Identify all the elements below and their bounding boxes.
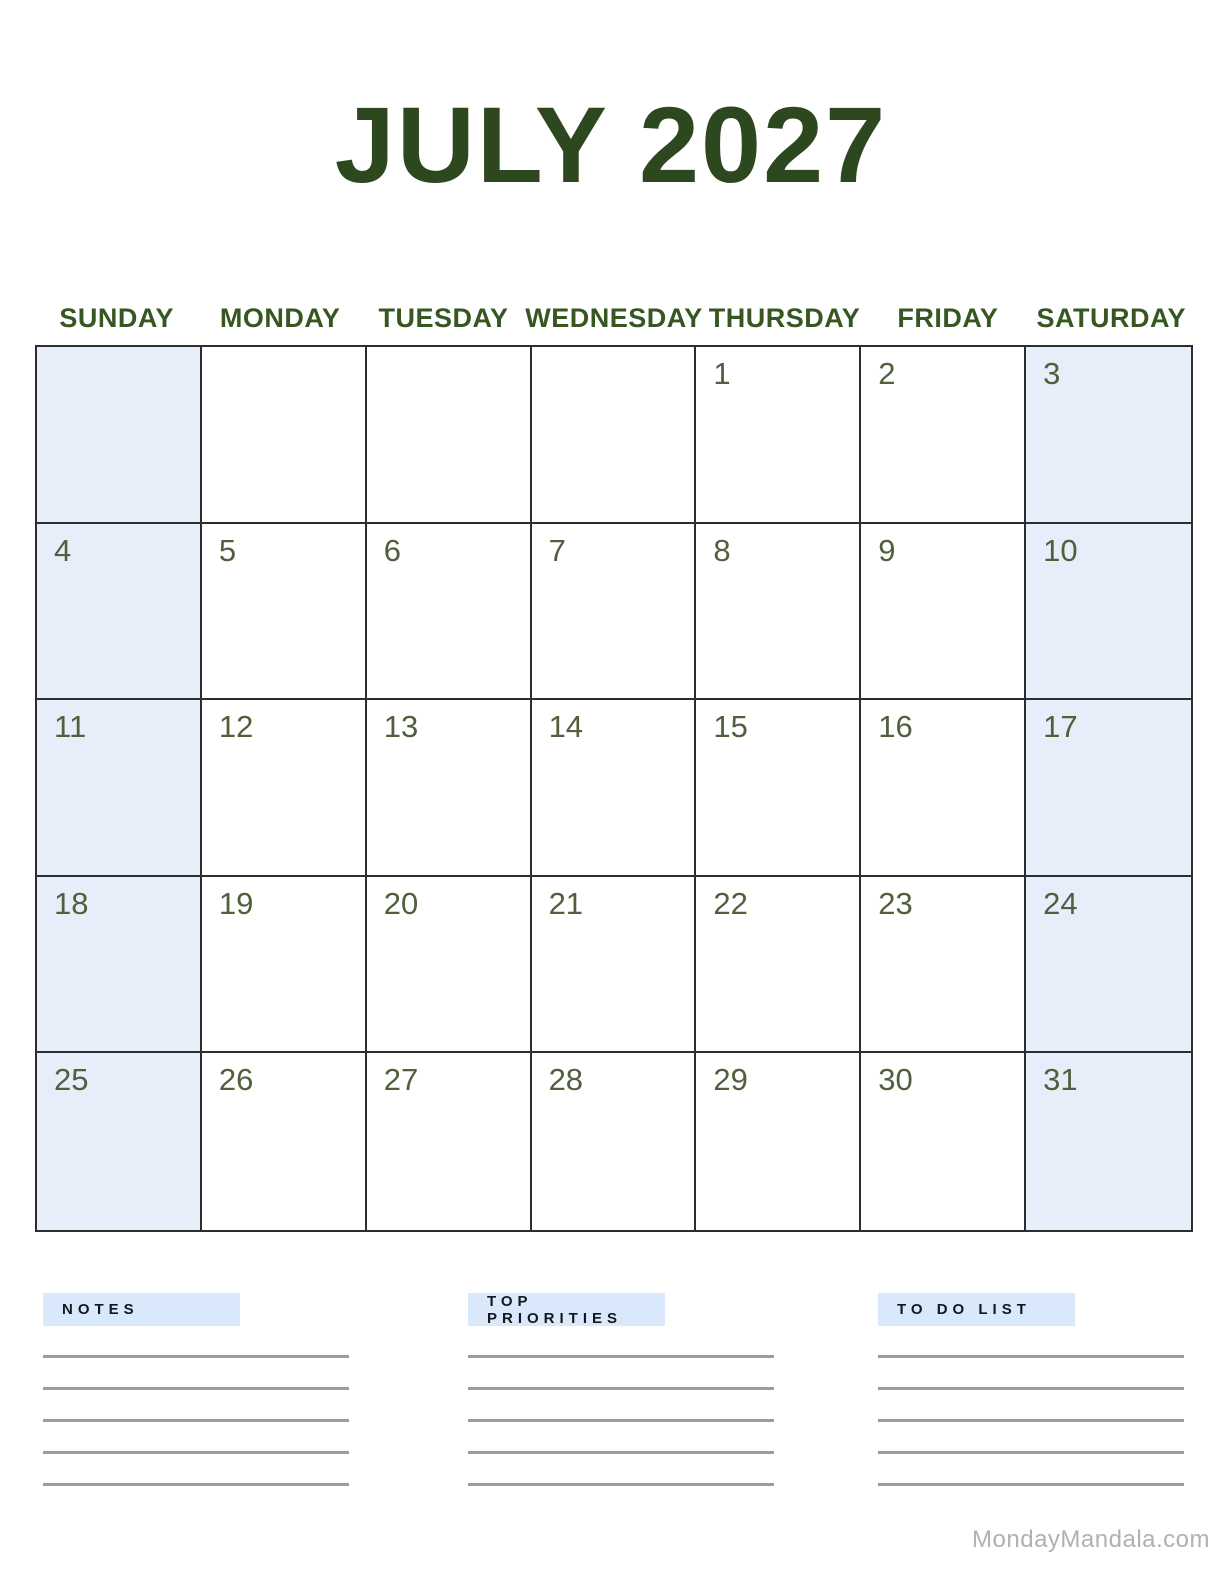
calendar-cell-day-8 [696, 524, 861, 701]
date-number: 12 [218, 709, 254, 745]
calendar-cell-day-20 [367, 877, 532, 1054]
section-label: TOP PRIORITIES [468, 1293, 665, 1326]
writing-line [468, 1451, 774, 1454]
calendar-cell-day-21 [532, 877, 697, 1054]
calendar-cell-day-22 [696, 877, 861, 1054]
date-number: 16 [878, 709, 913, 745]
date-number: 3 [1043, 356, 1061, 391]
date-number: 29 [713, 1062, 748, 1098]
date-number: 11 [54, 709, 87, 745]
date-number: 4 [54, 532, 72, 568]
date-number: 19 [218, 885, 254, 921]
day-header-thursday: THURSDAY [708, 302, 861, 333]
date-number: 14 [548, 709, 584, 745]
day-header-monday: MONDAY [219, 302, 341, 333]
calendar-cell-empty [37, 347, 202, 524]
calendar-cell-day-1 [696, 347, 861, 524]
writing-line [468, 1419, 774, 1422]
calendar-cell-day-18 [37, 877, 202, 1054]
calendar-cell-day-23 [861, 877, 1026, 1054]
day-header-saturday: SATURDAY [1036, 302, 1187, 333]
date-number: 5 [218, 532, 237, 568]
date-number: 15 [713, 709, 748, 745]
calendar-cell-day-30 [861, 1053, 1026, 1230]
calendar-cell-day-28 [532, 1053, 697, 1230]
writing-line [468, 1355, 774, 1358]
calendar-cell-day-17 [1026, 700, 1191, 877]
calendar-cell-day-26 [202, 1053, 367, 1230]
calendar-cell-day-7 [532, 524, 697, 701]
writing-line [43, 1387, 349, 1390]
calendar-cell-day-24 [1026, 877, 1191, 1054]
writing-line [43, 1355, 349, 1358]
date-number: 17 [1043, 709, 1078, 745]
calendar-cell-day-25 [37, 1053, 202, 1230]
day-header-row [35, 300, 1193, 336]
day-header-sunday: SUNDAY [59, 302, 174, 333]
date-number: 31 [1043, 1062, 1078, 1098]
writing-line [878, 1451, 1184, 1454]
writing-line [878, 1387, 1184, 1390]
calendar-cell-empty [202, 347, 367, 524]
section-label: NOTES [43, 1293, 240, 1326]
date-number: 8 [713, 532, 731, 568]
writing-line [43, 1483, 349, 1486]
writing-line [878, 1483, 1184, 1486]
calendar-cell-day-4 [37, 524, 202, 701]
date-number: 27 [383, 1062, 419, 1098]
date-number: 2 [878, 356, 896, 391]
calendar-cell-day-6 [367, 524, 532, 701]
site-credit: MondayMandala.com [972, 1526, 1210, 1553]
calendar-cell-day-19 [202, 877, 367, 1054]
day-header-tuesday: TUESDAY [378, 302, 509, 333]
calendar-cell-day-31 [1026, 1053, 1191, 1230]
writing-line [468, 1483, 774, 1486]
calendar-cell-empty [367, 347, 532, 524]
section-label: TO DO LIST [878, 1293, 1075, 1326]
date-number: 18 [54, 885, 89, 921]
date-number: 10 [1043, 532, 1078, 568]
writing-line [43, 1451, 349, 1454]
date-number: 21 [548, 885, 584, 921]
calendar-cell-day-27 [367, 1053, 532, 1230]
writing-line [43, 1419, 349, 1422]
calendar-cell-day-9 [861, 524, 1026, 701]
page-title: JULY 2027 [334, 84, 888, 205]
date-number: 26 [218, 1062, 254, 1098]
calendar-cell-day-15 [696, 700, 861, 877]
date-number: 9 [878, 532, 896, 568]
calendar-cell-day-29 [696, 1053, 861, 1230]
date-number: 20 [383, 885, 419, 921]
calendar-cell-day-12 [202, 700, 367, 877]
date-number: 23 [878, 885, 913, 921]
calendar-cell-day-3 [1026, 347, 1191, 524]
calendar-cell-day-13 [367, 700, 532, 877]
date-number: 30 [878, 1062, 913, 1098]
section-notes [43, 1293, 349, 1486]
section-top-priorities [468, 1293, 774, 1486]
calendar-cell-empty [532, 347, 697, 524]
date-number: 7 [548, 532, 566, 568]
calendar-cell-day-5 [202, 524, 367, 701]
calendar-cell-day-11 [37, 700, 202, 877]
date-number: 28 [548, 1062, 584, 1098]
calendar-grid [35, 345, 1193, 1232]
section-to-do-list [878, 1293, 1184, 1486]
date-number: 24 [1043, 885, 1078, 921]
writing-line [878, 1355, 1184, 1358]
calendar-cell-day-14 [532, 700, 697, 877]
writing-line [468, 1387, 774, 1390]
calendar-cell-day-10 [1026, 524, 1191, 701]
day-header-friday: FRIDAY [897, 302, 999, 333]
date-number: 6 [383, 532, 401, 568]
date-number: 25 [54, 1062, 89, 1098]
calendar-cell-day-2 [861, 347, 1026, 524]
calendar-cell-day-16 [861, 700, 1026, 877]
day-header-wednesday: WEDNESDAY [525, 302, 703, 333]
writing-line [878, 1419, 1184, 1422]
date-number: 22 [713, 885, 748, 921]
date-number: 1 [713, 356, 731, 391]
date-number: 13 [383, 709, 419, 745]
